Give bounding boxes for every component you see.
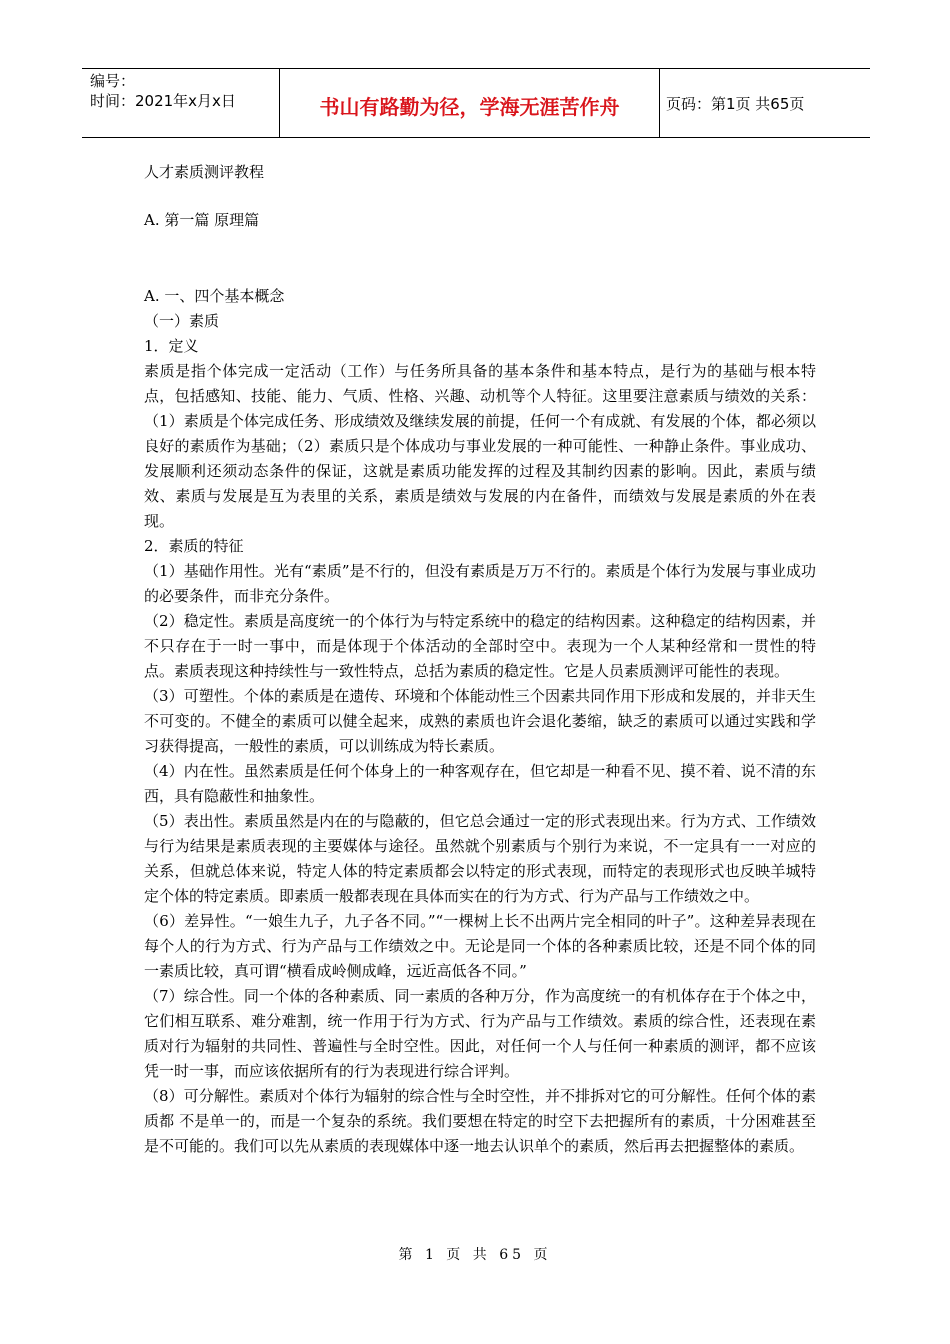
page-footer: 第 1 页 共 65 页 <box>398 1247 552 1263</box>
item2-heading: 2．素质的特征 <box>144 537 244 555</box>
feature-3-paragraph: （3）可塑性。个体的素质是在遗传、环境和个体能动性三个因素共同作用下形成和发展的，并非天生不可变的。不健全的素质可以健全起来，成熟的素质也许会退化萎缩，缺乏的素质可以通过实践和学习获得提高，一般性的素质，可以训练成为特长素质。 <box>144 687 816 755</box>
number-label: 编号： <box>90 72 136 90</box>
feature-6-paragraph: （6）差异性。“一娘生九子，九子各不同。”“一棵树上长不出两片完全相同的叶子”。这种差异表现在每个人的行为方式、行为产品与工作绩效之中。无论是同一个体的各种素质比较，还是不同个体的同一素质比较，真可谓“横看成岭侧成峰，远近高低各不同。” <box>144 912 816 980</box>
header-page-info: 页码：第1页 共65页 <box>666 94 805 113</box>
subsection-heading: （一）素质 <box>144 312 220 330</box>
feature-1-paragraph: （1）基础作用性。光有“素质”是不行的，但没有素质是万万不行的。素质是个体行为发展与事业成功的必要条件，而非充分条件。 <box>144 562 816 605</box>
section-heading: A. 一、四个基本概念 <box>144 287 285 305</box>
item1-heading: 1．定义 <box>144 337 199 355</box>
feature-5-paragraph: （5）表出性。素质虽然是内在的与隐蔽的，但它总会通过一定的形式表现出来。行为方式、工作绩效与行为结果是素质表现的主要媒体与途径。虽然就个别素质与个别行为来说，不一定具有一一对应的关系，但就总体来说，特定人体的特定素质都会以特定的形式表现，而特定的表现形式也反映羊城特定个体的特定素质。即素质一般都表现在具体而实在的行为方式、行为产品与工作绩效之中。 <box>144 812 816 905</box>
page-header <box>82 68 870 138</box>
header-meta <box>82 69 280 137</box>
header-motto: 书山有路勤为径，学海无涯苦作舟 <box>280 69 660 137</box>
document-title: 人才素质测评教程 <box>144 163 265 181</box>
feature-4-paragraph: （4）内在性。虽然素质是任何个体身上的一种客观存在，但它却是一种看不见、摸不着、说不清的东西，具有隐蔽性和抽象性。 <box>144 762 816 805</box>
part-heading: A. 第一篇 原理篇 <box>144 211 260 229</box>
feature-7-paragraph: （7）综合性。同一个体的各种素质、同一素质的各种万分，作为高度统一的有机体存在于个体之中，它们相互联系、难分难割，统一作用于行为方式、行为产品与工作绩效。素质的综合性，还表现在素质对行为辐射的共同性、普遍性与全时空性。因此，对任何一个人与任何一种素质的测评，都不应该凭一时一事，而应该依据所有的行为表现进行综合评判。 <box>144 987 816 1080</box>
date-label: 时间：2021年x月x日 <box>90 92 236 110</box>
document-body <box>144 160 816 1159</box>
definition-paragraph: 素质是指个体完成一定活动（工作）与任务所具备的基本条件和基本特点，是行为的基础与根本特点，包括感知、技能、能力、气质、性格、兴趣、动机等个人特征。这里要注意素质与绩效的关系：（1）素质是个体完成任务、形成绩效及继续发展的前提，任何一个有成就、有发展的个体，都必须以良好的素质作为基础；（2）素质只是个体成功与事业发展的一种可能性、一种静止条件。事业成功、发展顺利还须动态条件的保证，这就是素质功能发挥的过程及其制约因素的影响。因此，素质与绩效、素质与发展是互为表里的关系，素质是绩效与发展的内在备件，而绩效与发展是素质的外在表现。 <box>144 362 816 530</box>
feature-8-paragraph: （8）可分解性。素质对个体行为辐射的综合性与全时空性，并不排拆对它的可分解性。任何个体的素质都 不是单一的，而是一个复杂的系统。我们要想在特定的时空下去把握所有的素质，十分困难甚至是不可能的。我们可以先从素质的表现媒体中逐一地去认识单个的素质，然后再去把握整体的素质。 <box>144 1087 816 1155</box>
feature-2-paragraph: （2）稳定性。素质是高度统一的个体行为与特定系统中的稳定的结构因素。这种稳定的结构因素，并不只存在于一时一事中，而是体现于个体活动的全部时空中。表现为一个人某种经常和一贯性的特点。素质表现这种持续性与一致性特点，总括为素质的稳定性。它是人员素质测评可能性的表现。 <box>144 612 816 680</box>
